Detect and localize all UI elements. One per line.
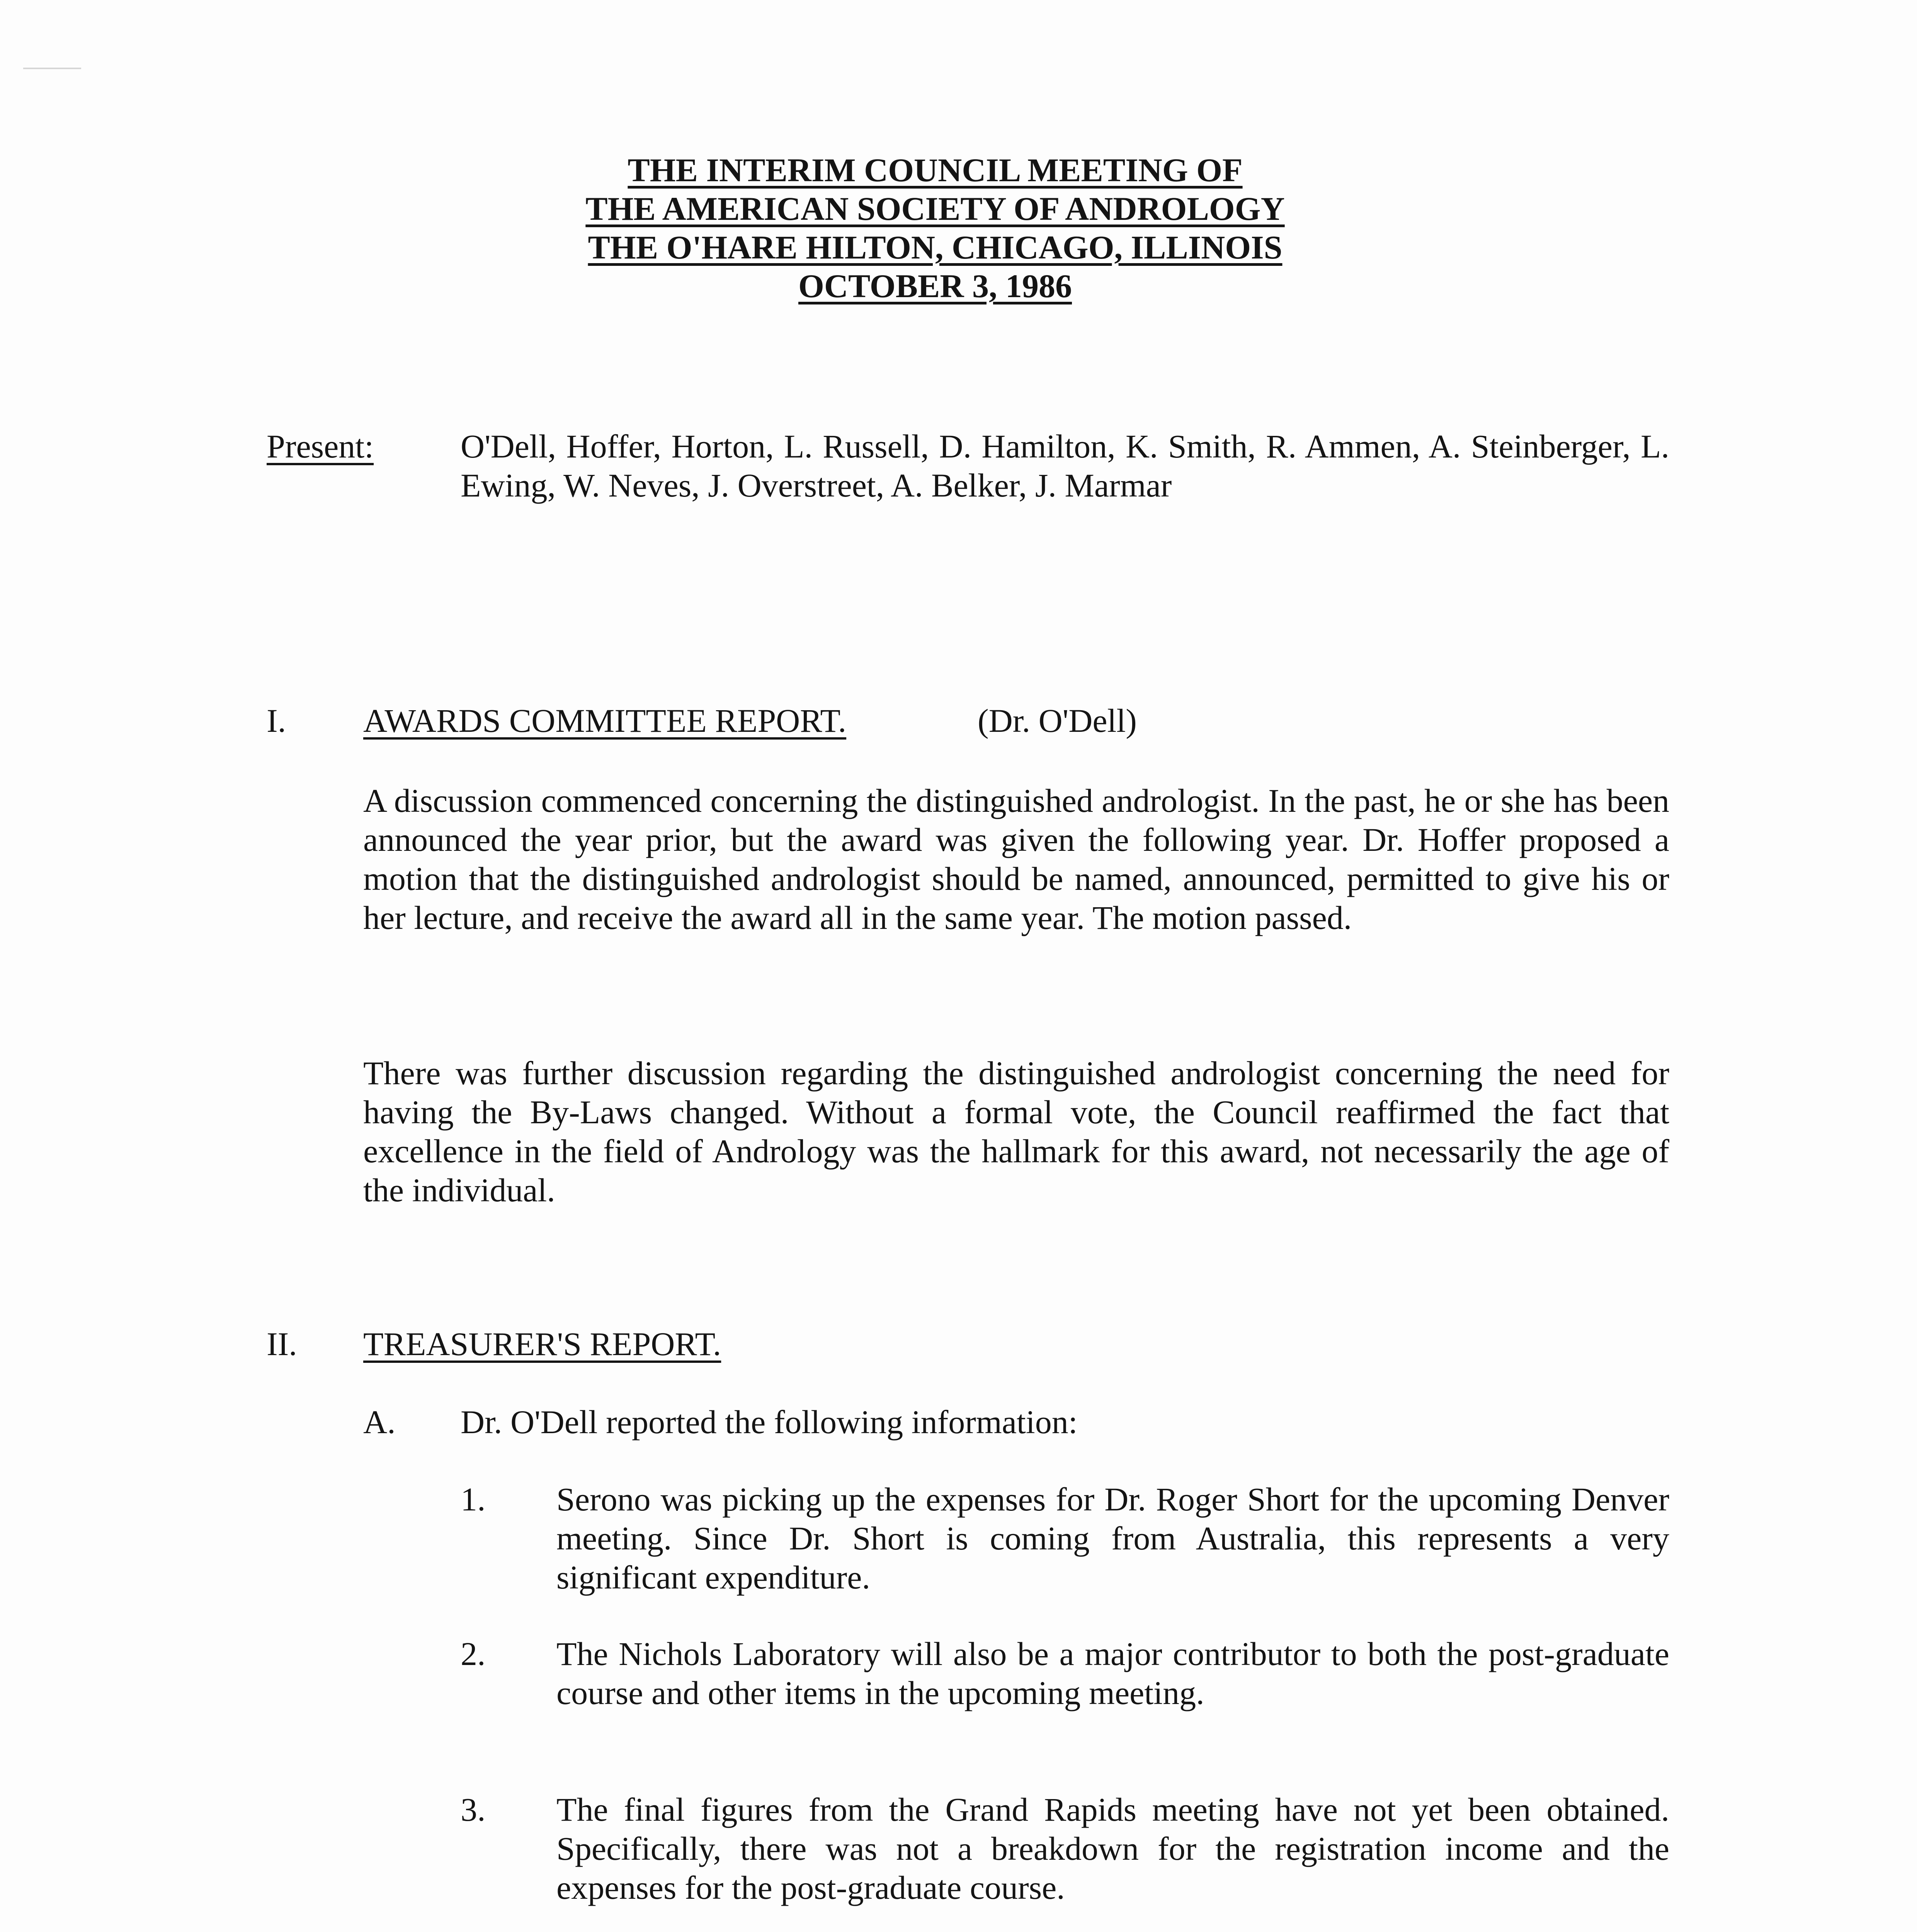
subsection-a-letter: A. — [363, 1403, 396, 1440]
section-1-paragraph-1: A discussion commenced concerning the distinguished andrologist. In the past, he or she has been announced the year prior, but the award was given the following year. Dr. Hoffer proposed a motion that the distinguished andrologist should be named, announced, permitted to give his or her lecture, and receive the award all in the same year. The motion passed. — [363, 782, 1669, 936]
section-2-number: II. — [267, 1325, 297, 1362]
item-1-number: 1. — [461, 1481, 486, 1518]
title-line-4: OCTOBER 3, 1986 — [798, 267, 1072, 304]
title-line-2: THE AMERICAN SOCIETY OF ANDROLOGY — [585, 190, 1285, 227]
present-list: O'Dell, Hoffer, Horton, L. Russell, D. Hamilton, K. Smith, R. Ammen, A. Steinberger, L. Ewing, W. Neves, J. Overstreet, A. Belker, J. Marmar — [461, 428, 1669, 504]
title-line-3: THE O'HARE HILTON, CHICAGO, ILLINOIS — [588, 229, 1283, 266]
section-1-title: AWARDS COMMITTEE REPORT. — [363, 702, 847, 739]
section-1-paragraph-2: There was further discussion regarding the distinguished andrologist concerning the need for having the By-Laws changed. Without a formal vote, the Council reaffirmed the fact that excellence in the field of Andrology was the hallmark for this award, not necessarily the age of the individual. — [363, 1054, 1669, 1209]
section-2-title: TREASURER'S REPORT. — [363, 1325, 721, 1362]
item-2-text: The Nichols Laboratory will also be a major contributor to both the post-graduate course and other items in the upcoming meeting. — [556, 1635, 1669, 1711]
section-1-number: I. — [267, 702, 286, 739]
section-1-presenter: (Dr. O'Dell) — [978, 702, 1137, 739]
scan-mark-top-left — [23, 68, 81, 69]
present-label: Present: — [267, 428, 374, 465]
document-title — [0, 151, 1870, 305]
item-2-number: 2. — [461, 1635, 486, 1672]
item-3-number: 3. — [461, 1791, 486, 1828]
item-1-text: Serono was picking up the expenses for Dr. Roger Short for the upcoming Denver meeting. Since Dr. Short is coming from Australia, this represents a very significant expenditure. — [556, 1481, 1669, 1596]
title-line-1: THE INTERIM COUNCIL MEETING OF — [628, 151, 1243, 189]
item-3-text: The final figures from the Grand Rapids meeting have not yet been obtained. Specifically, there was not a breakdown for the registration income and the expenses for the post-graduate course. — [556, 1791, 1669, 1906]
subsection-a-text: Dr. O'Dell reported the following information: — [461, 1403, 1078, 1440]
